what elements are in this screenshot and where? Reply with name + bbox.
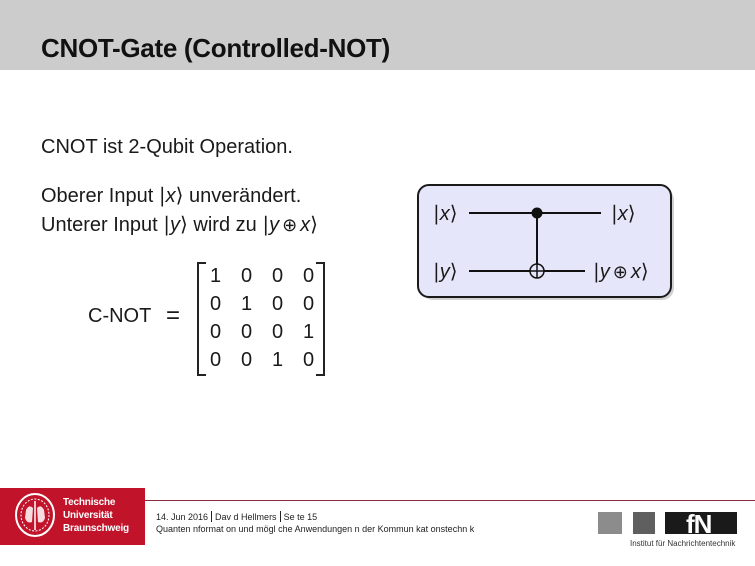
matrix-cell: 1 (302, 321, 315, 343)
institute-logo-letters: fN (686, 509, 712, 539)
var-x: x (300, 214, 311, 236)
matrix-cell: 0 (209, 349, 222, 371)
var-y: y (170, 214, 181, 236)
page-title: CNOT-Gate (Controlled-NOT) (41, 33, 390, 63)
footer-author: Dav d Hellmers (215, 512, 277, 522)
footer-page: Se te 15 (283, 512, 318, 522)
matrix-cell: 0 (240, 349, 253, 371)
matrix-cell: 1 (209, 265, 222, 287)
body-line-1: CNOT ist 2-Qubit Operation. (41, 136, 293, 158)
matrix-cell: 0 (240, 265, 253, 287)
line3-middle: wird zu (187, 214, 263, 236)
matrix-cell: 1 (271, 349, 284, 371)
input-ket-y: |y⟩ (433, 259, 458, 283)
cnot-matrix (197, 262, 325, 374)
matrix-cell: 0 (302, 349, 315, 371)
body-line-2 (41, 183, 301, 208)
matrix-grid (200, 262, 324, 374)
matrix-cell: 1 (240, 293, 253, 315)
ket-open: | (262, 212, 270, 236)
footer-divider (145, 500, 755, 501)
ket-open: | (163, 212, 171, 236)
input-ket-x: |x⟩ (433, 201, 458, 225)
line2-suffix: unverändert. (183, 185, 302, 207)
line2-prefix: Oberer Input (41, 185, 159, 207)
matrix-cell: 0 (240, 321, 253, 343)
matrix-cell: 0 (209, 293, 222, 315)
control-dot-icon (532, 208, 543, 219)
matrix-cell: 0 (209, 321, 222, 343)
cnot-circuit-diagram (417, 184, 672, 298)
xor-operator: ⊕ (282, 215, 298, 236)
logo-square-light (598, 512, 622, 534)
footer-meta (156, 511, 474, 535)
matrix-cell: 0 (271, 321, 284, 343)
var-x: x (165, 185, 176, 207)
output-ket-y-xor-x: |y ⊕ x⟩ (593, 259, 649, 283)
matrix-cell: 0 (302, 293, 315, 315)
university-logo (0, 488, 145, 545)
footer-talk-title: Quanten nformat on und mögl che Anwendungen n der Kommun kat onstechn k (156, 524, 475, 534)
ket-open: | (158, 183, 166, 207)
body-line-3 (41, 212, 318, 237)
institute-name: Institut für Nachrichtentechnik (630, 539, 736, 548)
var-y: y (269, 214, 280, 236)
ket-close: ⟩ (175, 183, 184, 207)
ket-close: ⟩ (310, 212, 318, 236)
ket-close: ⟩ (180, 212, 188, 236)
university-name: Technische Universität Braunschweig (63, 497, 129, 534)
footer-date: 14. Jun 2016 (156, 512, 209, 522)
matrix-cell: 0 (271, 265, 284, 287)
line3-prefix: Unterer Input (41, 214, 164, 236)
logo-square-mid (633, 512, 655, 534)
equals-sign: = (166, 302, 181, 329)
university-seal-icon (14, 492, 56, 538)
institute-logo (598, 509, 743, 552)
matrix-cell: 0 (271, 293, 284, 315)
title-bar (0, 0, 755, 70)
output-ket-x: |x⟩ (611, 201, 636, 225)
matrix-cell: 0 (302, 265, 315, 287)
matrix-label: C-NOT (88, 305, 152, 327)
